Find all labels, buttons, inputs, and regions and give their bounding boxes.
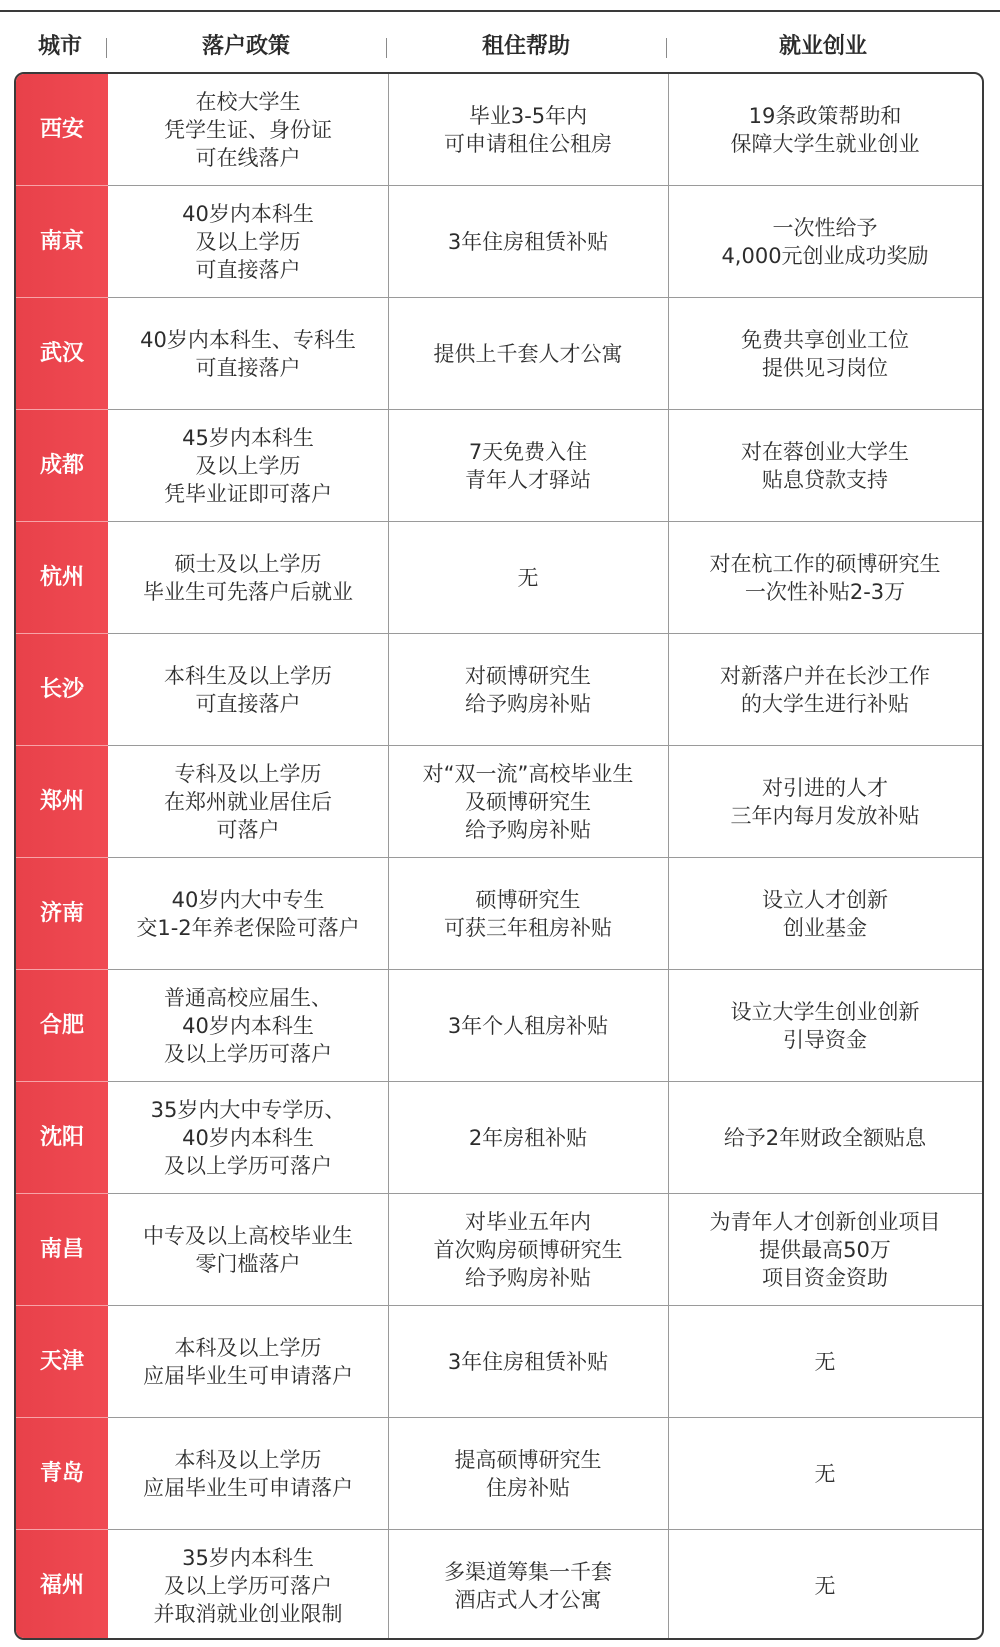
settle-policy-cell: 40岁内本科生 及以上学历 可直接落户 [182,201,314,282]
employment-cell: 无 [814,1349,836,1374]
employment-cell: 无 [814,1461,836,1486]
settle-policy-cell: 35岁内大中专学历、 40岁内本科生 及以上学历可落户 [150,1097,346,1178]
employment-cell: 设立人才创新 创业基金 [762,887,888,940]
city-name: 南京 [39,228,84,254]
rent-help-cell: 3年住房租赁补贴 [447,229,609,254]
employment-cell: 无 [814,1573,836,1598]
employment-cell: 对新落户并在长沙工作 的大学生进行补贴 [720,663,930,716]
city-name: 长沙 [39,676,84,702]
city-name: 南昌 [39,1236,84,1262]
table-row [16,634,982,746]
settle-policy-cell: 中专及以上高校毕业生 零门槛落户 [143,1223,353,1276]
rent-help-cell: 3年住房租赁补贴 [447,1349,609,1374]
header-employment: 就业创业 [778,34,867,59]
rent-help-cell: 提供上千套人才公寓 [433,341,623,366]
city-name: 天津 [39,1348,84,1374]
rent-help-cell: 提高硕博研究生 住房补贴 [454,1447,602,1500]
employment-cell: 免费共享创业工位 提供见习岗位 [741,327,909,380]
city-name: 福州 [39,1572,84,1598]
rent-help-cell: 3年个人租房补贴 [447,1013,609,1038]
rent-help-cell: 2年房租补贴 [468,1125,588,1150]
top-rule [0,10,1000,12]
table-header [14,22,986,72]
employment-cell: 为青年人才创新创业项目 提供最高50万 项目资金资助 [709,1209,941,1290]
rent-help-cell: 对毕业五年内 首次购房硕博研究生 给予购房补贴 [433,1209,623,1290]
rent-help-cell: 无 [517,565,539,590]
city-name: 西安 [39,116,84,142]
settle-policy-cell: 本科及以上学历 应届毕业生可申请落户 [143,1335,353,1388]
employment-cell: 给予2年财政全额贴息 [723,1125,927,1150]
table-row [16,1082,982,1194]
settle-policy-cell: 在校大学生 凭学生证、身份证 可在线落户 [164,89,332,170]
employment-cell: 设立大学生创业创新 引导资金 [730,999,920,1052]
rent-help-cell: 对硕博研究生 给予购房补贴 [465,663,591,716]
table-row [16,1306,982,1418]
rent-help-cell: 毕业3-5年内 可申请租住公租房 [444,103,612,156]
settle-policy-cell: 35岁内本科生 及以上学历可落户 并取消就业创业限制 [153,1545,343,1626]
header-city: 城市 [37,34,82,59]
employment-cell: 对引进的人才 三年内每月发放补贴 [730,775,920,828]
header-rent-help: 租住帮助 [481,34,570,59]
settle-policy-cell: 普通高校应届生、 40岁内本科生 及以上学历可落户 [164,985,332,1066]
rent-help-cell: 硕博研究生 可获三年租房补贴 [444,887,612,940]
rent-help-cell: 多渠道筹集一千套 酒店式人才公寓 [444,1559,612,1612]
rent-help-cell: 7天免费入住 青年人才驿站 [465,439,591,492]
settle-policy-cell: 本科生及以上学历 可直接落户 [164,663,332,716]
employment-cell: 对在杭工作的硕博研究生 一次性补贴2-3万 [709,551,941,604]
settle-policy-cell: 40岁内本科生、专科生 可直接落户 [140,327,356,380]
table-row [16,1194,982,1306]
settle-policy-cell: 硕士及以上学历 毕业生可先落户后就业 [143,551,353,604]
table-row [16,74,982,186]
city-name: 济南 [39,900,84,926]
table-row [16,1530,982,1640]
employment-cell: 一次性给予 4,000元创业成功奖励 [721,215,929,268]
rent-help-cell: 对“双一流”高校毕业生 及硕博研究生 给予购房补贴 [422,761,634,842]
city-name: 合肥 [39,1012,84,1038]
table-row [16,1418,982,1530]
employment-cell: 对在蓉创业大学生 贴息贷款支持 [741,439,909,492]
settle-policy-cell: 45岁内本科生 及以上学历 凭毕业证即可落户 [164,425,332,506]
policy-table [14,72,984,1640]
city-name: 成都 [39,452,84,478]
table-row [16,522,982,634]
header-settle-policy: 落户政策 [201,34,290,59]
city-name: 郑州 [39,788,84,814]
city-name: 武汉 [39,340,84,366]
table-row [16,746,982,858]
city-name: 青岛 [39,1460,84,1486]
settle-policy-cell: 40岁内大中专生 交1-2年养老保险可落户 [136,887,360,940]
table-row [16,186,982,298]
city-name: 沈阳 [39,1124,84,1150]
city-name: 杭州 [39,564,84,590]
table-row [16,970,982,1082]
table-row [16,298,982,410]
employment-cell: 19条政策帮助和 保障大学生就业创业 [730,103,920,156]
settle-policy-cell: 专科及以上学历 在郑州就业居住后 可落户 [164,761,332,842]
table-row [16,858,982,970]
settle-policy-cell: 本科及以上学历 应届毕业生可申请落户 [143,1447,353,1500]
table-row [16,410,982,522]
